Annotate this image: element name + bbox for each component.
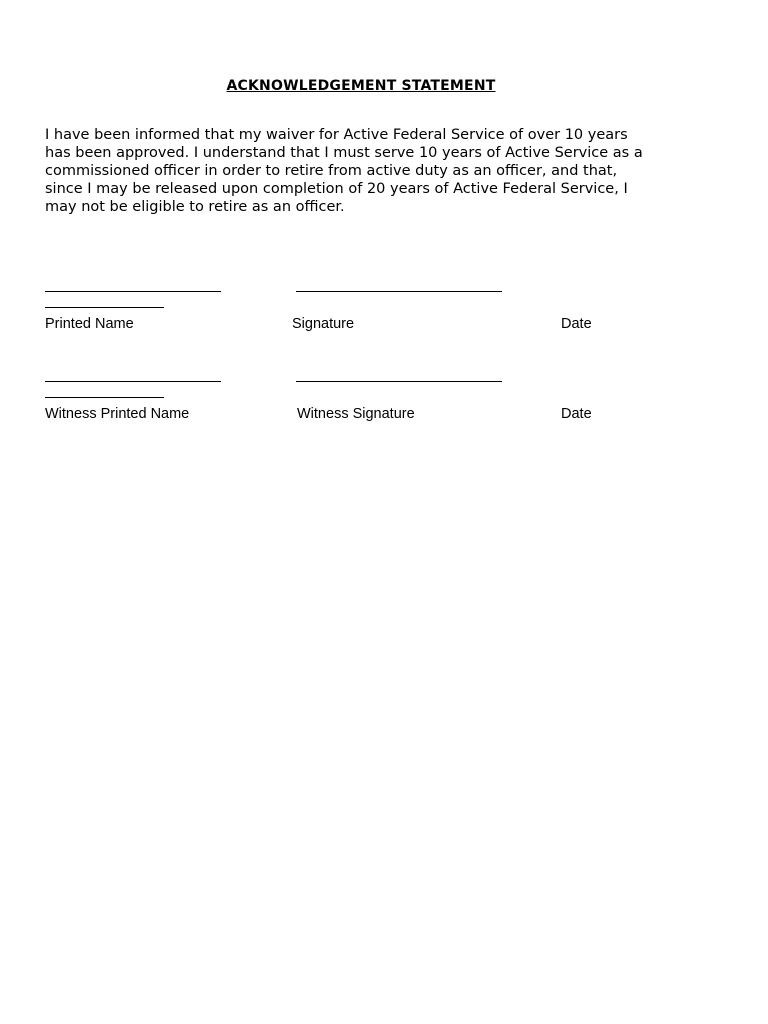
witness-signature-label: Witness Signature (297, 406, 415, 422)
paragraph-line: since I may be released upon completion of 20 years of Active Federal Service, I (45, 181, 628, 197)
paragraph-line: commissioned officer in order to retire from active duty as an officer, and that, (45, 163, 618, 179)
printed-name-line[interactable] (45, 291, 221, 292)
witness-printed-name-label: Witness Printed Name (45, 406, 190, 422)
paragraph-line: I have been informed that my waiver for Active Federal Service of over 10 years (45, 127, 628, 143)
acknowledgement-paragraph (45, 126, 685, 216)
witness-date-label: Date (561, 406, 592, 422)
witness-signature-line[interactable] (296, 381, 502, 382)
paragraph-line: has been approved. I understand that I must serve 10 years of Active Service as a (45, 145, 643, 161)
date-label: Date (561, 316, 592, 332)
document-title: ACKNOWLEDGEMENT STATEMENT (226, 78, 496, 94)
witness-printed-name-line[interactable] (45, 381, 221, 382)
signature-line[interactable] (296, 291, 502, 292)
witness-date-line[interactable] (45, 397, 164, 398)
paragraph-line: may not be eligible to retire as an officer. (45, 199, 345, 215)
printed-name-label: Printed Name (45, 316, 134, 332)
date-line[interactable] (45, 307, 164, 308)
signature-label: Signature (292, 316, 355, 332)
